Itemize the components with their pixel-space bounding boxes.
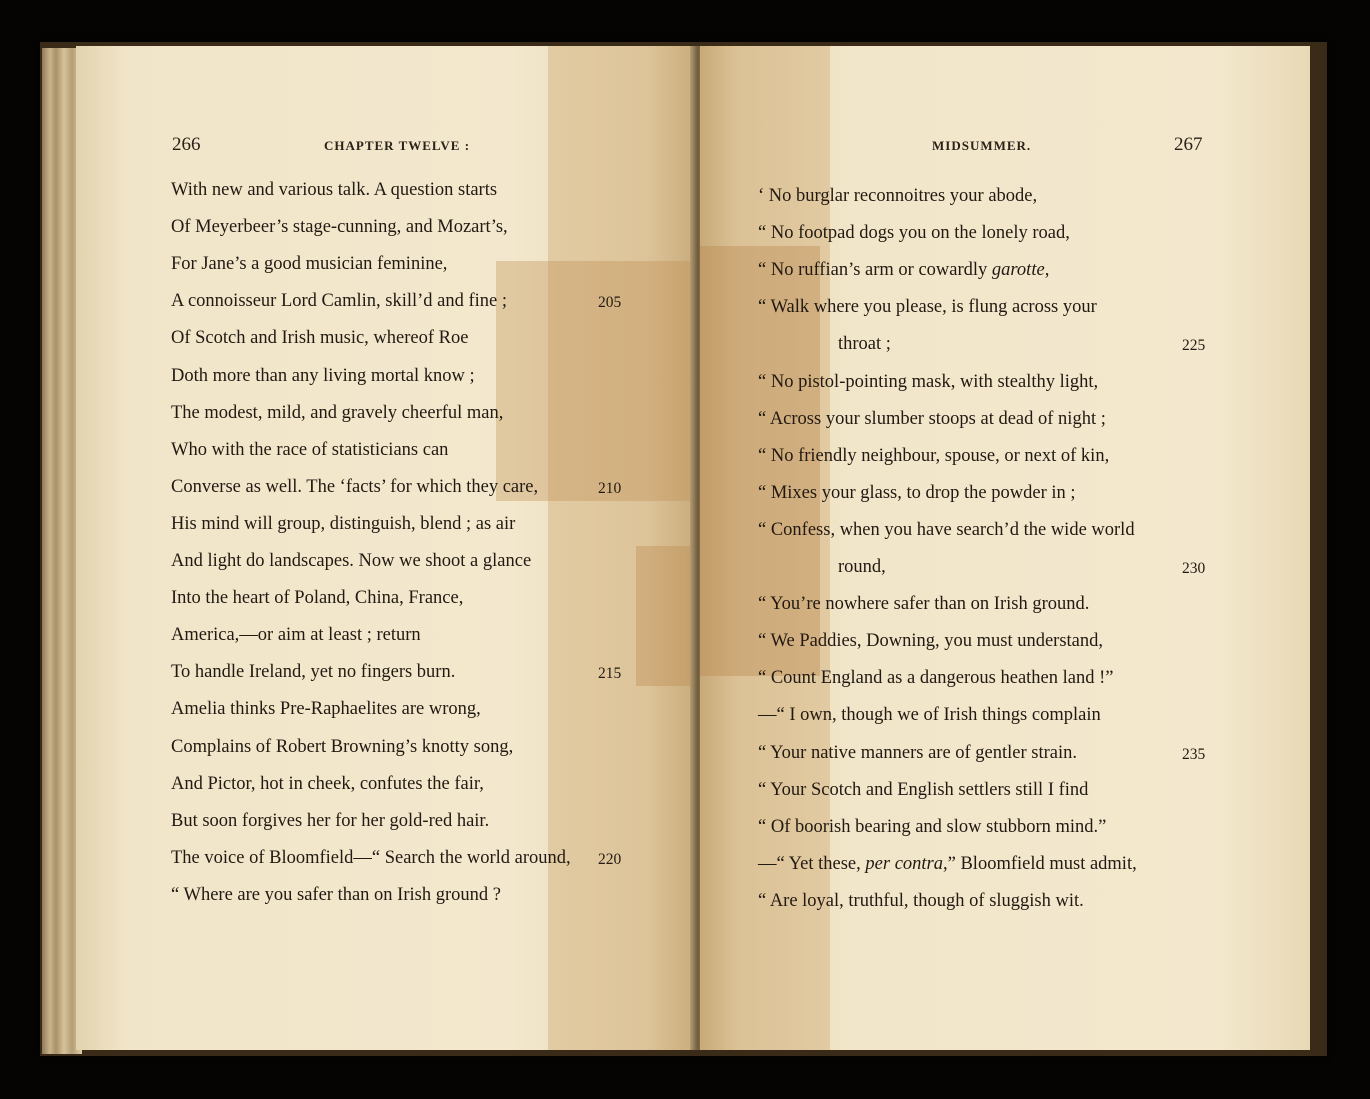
verse-line: Into the heart of Poland, China, France, <box>171 588 464 609</box>
verse-line: throat ; <box>838 334 891 355</box>
line-number: 220 <box>598 850 622 868</box>
verse-line: A connoisseur Lord Camlin, skill’d and fine ; <box>171 291 508 312</box>
verse-line: “ Across your slumber stoops at dead of night ; <box>758 408 1106 429</box>
line-number: 210 <box>598 479 622 497</box>
verse-line: “ We Paddies, Downing, you must understand, <box>758 631 1104 652</box>
verse-line: “ Your native manners are of gentler strain. <box>758 742 1078 763</box>
verse-line: “ You’re nowhere safer than on Irish ground. <box>758 594 1090 615</box>
verse-line: Complains of Robert Browning’s knotty song, <box>171 736 514 757</box>
verse-line: “ Count England as a dangerous heathen land !” <box>758 668 1114 689</box>
running-head: CHAPTER TWELVE : <box>324 138 471 153</box>
verse-line: “ No ruffian’s arm or cowardly garotte, <box>758 260 1050 281</box>
verse-line: Of Scotch and Irish music, whereof Roe <box>171 328 469 349</box>
verse-line: For Jane’s a good musician feminine, <box>171 254 448 275</box>
verse-line: His mind will group, distinguish, blend ; as air <box>171 513 516 534</box>
line-number: 235 <box>1182 745 1206 763</box>
tape-stain <box>636 546 696 686</box>
verse-line: But soon forgives her for her gold-red hair. <box>171 810 490 831</box>
line-number: 230 <box>1182 560 1206 577</box>
verse-line: And Pictor, hot in cheek, confutes the fair, <box>171 773 484 794</box>
verse-line: Amelia thinks Pre-Raphaelites are wrong, <box>171 699 481 720</box>
verse-line: “ No footpad dogs you on the lonely road, <box>758 223 1070 244</box>
verse-line: “ Your Scotch and English settlers still I find <box>758 779 1089 800</box>
left-page <box>76 46 696 1050</box>
tape-stain <box>548 46 696 1050</box>
tape-stain <box>496 261 696 501</box>
line-number: 215 <box>598 665 622 683</box>
verse-line: “ No pistol-pointing mask, with stealthy light, <box>758 371 1099 392</box>
line-number: 205 <box>598 294 622 312</box>
page-number: 266 <box>172 134 201 155</box>
verse-line: With new and various talk. A question starts <box>171 180 498 200</box>
verse-line: “ Are loyal, truthful, though of sluggish wit. <box>758 890 1084 911</box>
verse-line: ‘ No burglar reconnoitres your abode, <box>758 186 1038 206</box>
verse-line: The voice of Bloomfield—“ Search the world around, <box>171 847 571 868</box>
right-page <box>700 46 1310 1050</box>
verse-line: “ Confess, when you have search’d the wide world <box>758 519 1135 540</box>
verse-line: “ Mixes your glass, to drop the powder in ; <box>758 482 1076 503</box>
page-number: 267 <box>1174 134 1203 155</box>
line-number: 225 <box>1182 337 1206 355</box>
verse-line: America,—or aim at least ; return <box>171 625 421 646</box>
verse-line: Of Meyerbeer’s stage-cunning, and Mozart’s, <box>171 217 508 238</box>
running-head: MIDSUMMER. <box>932 138 1032 153</box>
verse-line: Converse as well. The ‘facts’ for which they care, <box>171 476 539 497</box>
verse-line: Who with the race of statisticians can <box>171 439 449 460</box>
verse-line: round, <box>838 557 886 577</box>
verse-line: To handle Ireland, yet no fingers burn. <box>171 662 456 683</box>
verse-line: —“ Yet these, per contra,” Bloomfield must admit, <box>758 853 1137 874</box>
verse-line: “ Of boorish bearing and slow stubborn mind.” <box>758 816 1107 837</box>
verse-line: And light do landscapes. Now we shoot a glance <box>171 551 532 571</box>
verse-line: “ Where are you safer than on Irish ground ? <box>171 884 501 905</box>
verse-line: —“ I own, though we of Irish things complain <box>758 705 1101 726</box>
verse-line: “ Walk where you please, is flung across your <box>758 297 1097 318</box>
verse-line: “ No friendly neighbour, spouse, or next of kin, <box>758 445 1110 466</box>
verse-line: The modest, mild, and gravely cheerful man, <box>171 402 504 423</box>
verse-line: Doth more than any living mortal know ; <box>171 365 475 386</box>
